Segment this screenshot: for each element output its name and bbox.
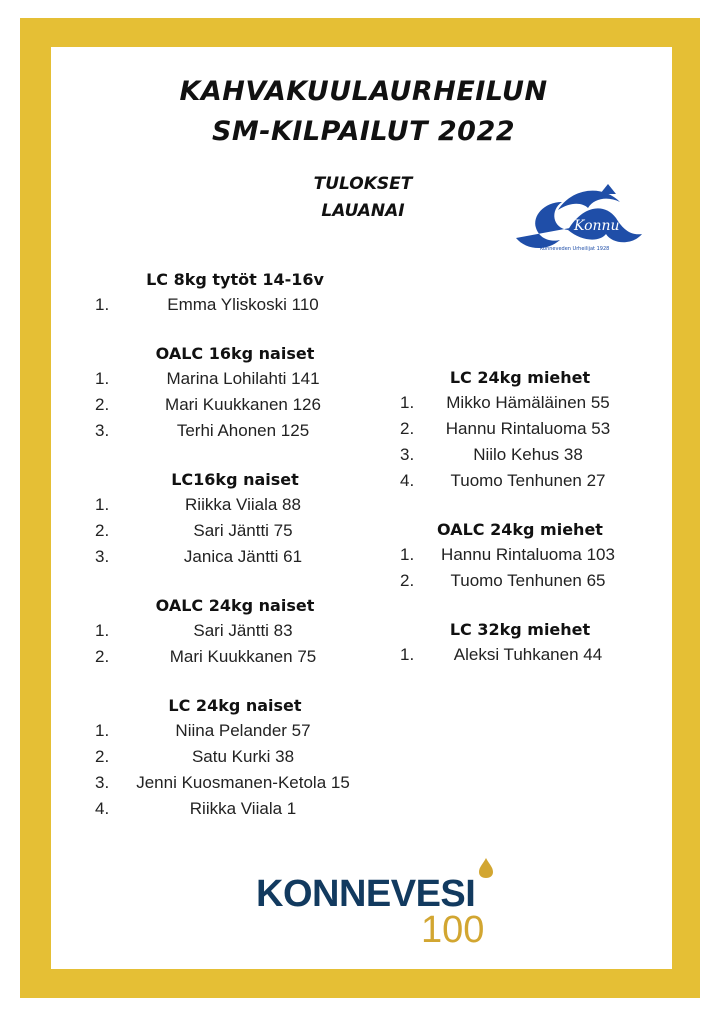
result-name: Niilo Kehus 38 (473, 445, 583, 464)
result-name: Marina Lohilahti 141 (166, 369, 320, 388)
result-row (400, 468, 640, 494)
category-heading: OALC 24kg miehet (437, 520, 603, 539)
result-name: Sari Jäntti 83 (193, 621, 293, 640)
result-name: Riikka Viiala 1 (189, 799, 297, 818)
result-row (95, 744, 375, 770)
konnevesi-logo-word: KONNEVESI (256, 873, 476, 915)
konnevesi-logo-year: 100 (421, 909, 485, 951)
result-rank: 4. (95, 799, 110, 818)
result-name: Aleksi Tuhkanen 44 (453, 645, 603, 664)
subtitle-results: TULOKSET (313, 174, 413, 194)
category-heading: OALC 16kg naiset (155, 344, 315, 363)
result-rank: 4. (400, 471, 415, 490)
subtitle-day: LAUANAI (321, 201, 405, 221)
result-rank: 1. (95, 295, 110, 314)
result-name: Tuomo Tenhunen 27 (450, 471, 606, 490)
right-results-column (400, 366, 640, 668)
result-rank: 1. (400, 645, 415, 664)
result-row (95, 292, 375, 318)
result-rank: 2. (95, 647, 110, 666)
category-heading: LC 24kg miehet (449, 368, 591, 387)
result-row (400, 568, 640, 594)
result-row (95, 518, 375, 544)
result-rank: 1. (95, 721, 110, 740)
result-name: Hannu Rintaluoma 103 (441, 545, 615, 564)
left-results-column (95, 268, 375, 822)
result-name: Mari Kuukkanen 75 (169, 647, 317, 666)
result-rank: 2. (95, 747, 110, 766)
result-name: Hannu Rintaluoma 53 (445, 419, 611, 438)
flame-icon (478, 857, 494, 879)
club-wave-logo (512, 180, 646, 256)
result-rank: 1. (400, 393, 415, 412)
result-name: Satu Kurki 38 (191, 747, 295, 766)
result-name: Niina Pelander 57 (175, 721, 311, 740)
result-name: Jenni Kuosmanen-Ketola 15 (136, 773, 350, 792)
result-name: Riikka Viiala 88 (185, 495, 301, 514)
section-gap (400, 594, 640, 618)
result-row (400, 390, 640, 416)
result-row (95, 544, 375, 570)
result-rank: 1. (400, 545, 415, 564)
section-gap (95, 570, 375, 594)
result-row (95, 618, 375, 644)
result-row (400, 642, 640, 668)
category-heading: LC 32kg miehet (449, 620, 591, 639)
result-name: Janica Jäntti 61 (183, 547, 303, 566)
category-heading: LC 24kg naiset (168, 696, 302, 715)
category-heading: OALC 24kg naiset (155, 596, 315, 615)
section-gap (95, 444, 375, 468)
result-rank: 1. (95, 369, 110, 388)
result-name: Terhi Ahonen 125 (176, 421, 310, 440)
result-rank: 2. (95, 521, 110, 540)
section-gap (95, 670, 375, 694)
category-heading: LC16kg naiset (171, 470, 299, 489)
result-row (95, 718, 375, 744)
result-row (95, 796, 375, 822)
result-row (95, 492, 375, 518)
club-logo-caption: Konneveden Urheilijat 1928 (540, 246, 610, 252)
result-rank: 3. (400, 445, 415, 464)
result-name: Emma Yliskoski 110 (167, 295, 319, 314)
category-heading: LC 8kg tytöt 14-16v (146, 270, 324, 289)
result-rank: 3. (95, 773, 110, 792)
result-name: Mikko Hämäläinen 55 (446, 393, 610, 412)
result-row (400, 542, 640, 568)
result-row (95, 366, 375, 392)
result-row (400, 416, 640, 442)
result-row (95, 770, 375, 796)
section-gap (95, 318, 375, 342)
result-row (400, 442, 640, 468)
result-rank: 2. (95, 395, 110, 414)
result-rank: 1. (95, 621, 110, 640)
result-row (95, 392, 375, 418)
result-rank: 3. (95, 421, 110, 440)
result-name: Mari Kuukkanen 126 (165, 395, 321, 414)
result-name: Tuomo Tenhunen 65 (450, 571, 606, 590)
result-row (95, 644, 375, 670)
section-gap (400, 494, 640, 518)
page-title-line2: SM-KILPAILUT 2022 (211, 116, 516, 147)
result-rank: 3. (95, 547, 110, 566)
result-rank: 2. (400, 571, 415, 590)
result-row (95, 418, 375, 444)
result-name: Sari Jäntti 75 (193, 521, 293, 540)
result-rank: 1. (95, 495, 110, 514)
result-rank: 2. (400, 419, 415, 438)
page-title-line1: KAHVAKUULAURHEILUN (179, 76, 548, 107)
club-logo-text: Konnu (574, 218, 620, 234)
